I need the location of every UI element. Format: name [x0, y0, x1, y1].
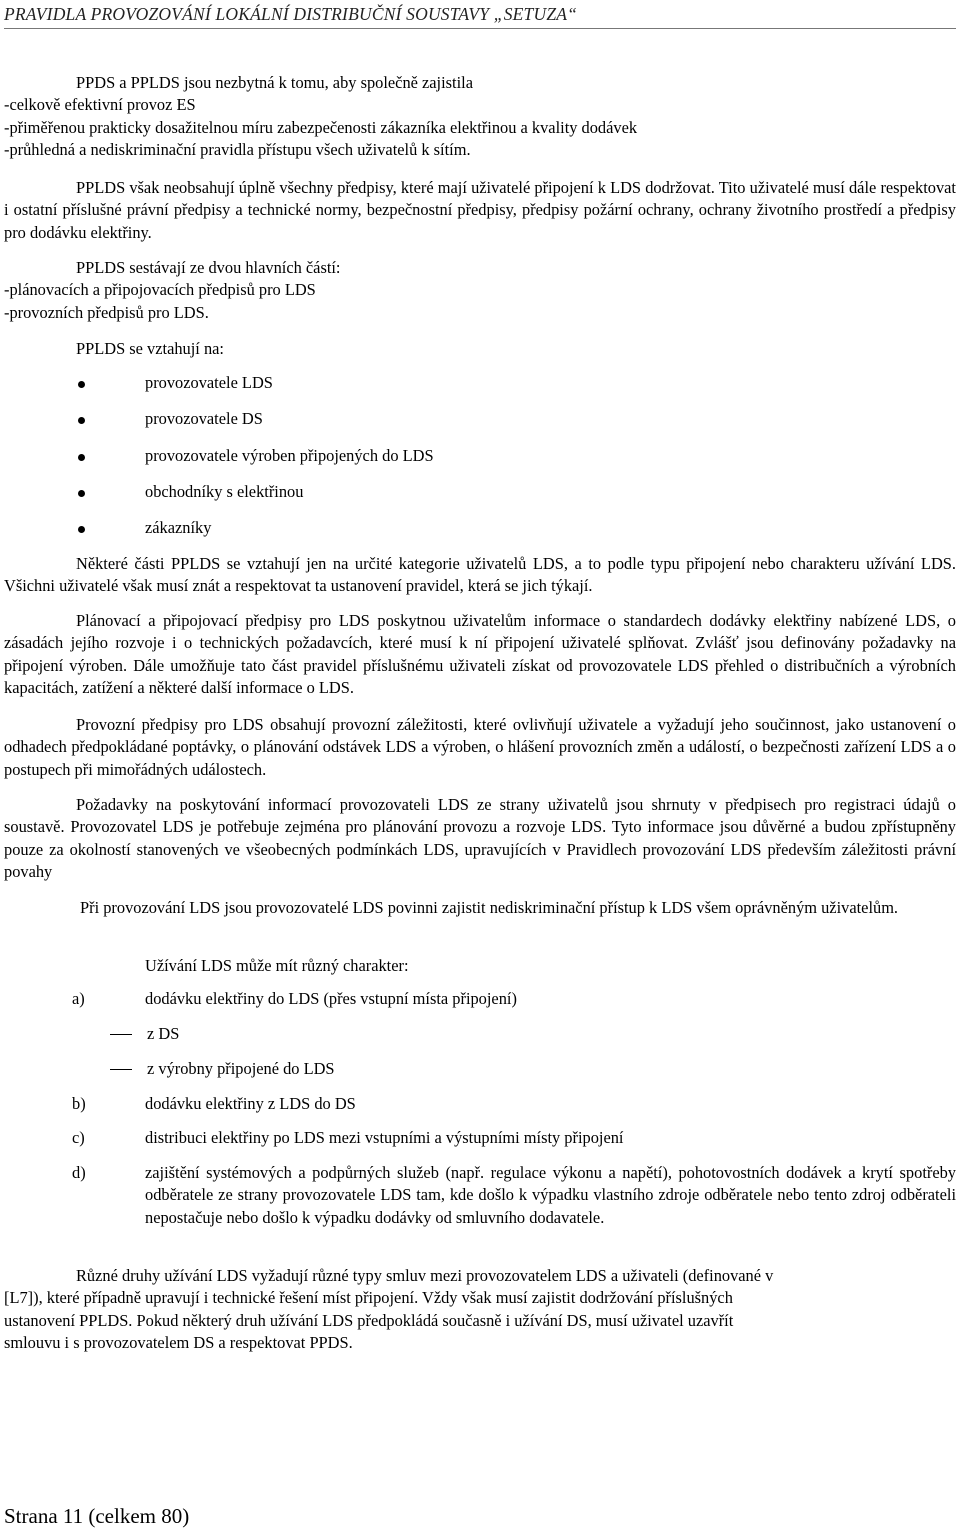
- list-item-text: provozovatele výroben připojených do LDS: [145, 446, 434, 465]
- list-item-text: obchodníky s elektřinou: [145, 482, 304, 501]
- intro-line-3: -přiměřenou prakticky dosažitelnou míru zabezpečenosti zákazníka elektřinou a kvality dodávek: [4, 117, 638, 137]
- planning-paragraph-text: Plánovací a připojovací předpisy pro LDS poskytnou uživatelům informace o standardech dodávky elektřiny nabízené LDS, o zásadách jejího rozvoje i o technických požadavcích, které musí k ní připojení uživatelé splňovat. Zvlášť jsou definovány požadavky na připojení výroben. Dále umožňuje tato část pravidel příslušnému uživateli získat od provozovatele LDS přehled o distribučních a výrobních kapacitách, zatížení a některé další informace o LDS.: [4, 611, 956, 698]
- header-divider: [4, 28, 956, 29]
- requirements-paragraph: [4, 794, 956, 884]
- list-item: [0, 517, 960, 541]
- closing-line-3: ustanovení PPLDS. Pokud některý druh užívání LDS předpokládá současně i užívání DS, musí uživatel uzavřít: [4, 1310, 734, 1330]
- intro-line-1: PPDS a PPLDS jsou nezbytná k tomu, aby společně zajistila: [76, 73, 473, 92]
- usage-subitem: [0, 1023, 960, 1047]
- usage-item-text: distribuci elektřiny po LDS mezi vstupními a výstupními místy připojení: [145, 1128, 624, 1147]
- scope-paragraph: [4, 177, 956, 244]
- operating-paragraph-text: Provozní předpisy pro LDS obsahují provozní záležitosti, které ovlivňují uživatele a vyžadují jeho součinnost, jako ustanovení o odhadech předpokládané poptávky, o plánování odstávek LDS a výroben, o hlášení provozních změn a událostí, o bezpečnosti zařízení LDS a o postupech při mimořádných událostech.: [4, 715, 956, 779]
- closing-line-1: Různé druhy užívání LDS vyžadují různé typy smluv mezi provozovatelem LDS a uživateli (definované v: [76, 1266, 774, 1285]
- intro-line-2: -celkově efektivní provoz ES: [4, 95, 196, 115]
- list-item: [0, 372, 960, 396]
- intro-block: [4, 72, 956, 162]
- usage-item-marker: d): [72, 1163, 86, 1182]
- usage-subitem-text: z DS: [147, 1024, 180, 1043]
- list-item-text: provozovatele DS: [145, 409, 263, 428]
- usage-item-text: zajištění systémových a podpůrných služeb (např. regulace výkonu a napětí), pohotovostních dodávek a krytí spotřeby odběratele ze strany provozovatele LDS tam, kde došlo k výpadku vlastního zdroje odběratele nebo tento zdroj odběrateli nepostačuje nebo došlo k výpadku dodávky od smluvního dodavatele.: [145, 1163, 956, 1227]
- requirements-paragraph-text: Požadavky na poskytování informací provozovateli LDS ze strany uživatelů jsou shrnuty v předpisech pro registraci údajů o soustavě. Provozovatel LDS je potřebuje zejména pro plánování provozu a rozvoje LDS. Tyto informace jsou důvěrné a budou zpřístupněny pouze za okolností stanovených ve všeobecných podmínkách LDS, upravujících v Pravidlech provozování LDS především záležitosti právní povahy: [4, 795, 956, 882]
- operating-paragraph: [4, 714, 956, 781]
- parts-line-2: -plánovacích a připojovacích předpisů pro LDS: [4, 280, 316, 300]
- closing-paragraph: [4, 1265, 956, 1355]
- usage-item-marker: c): [72, 1128, 85, 1147]
- bullet-icon: [78, 454, 85, 461]
- list-item-text: zákazníky: [145, 518, 212, 537]
- dash-icon: [110, 1034, 132, 1035]
- planning-paragraph: [4, 610, 956, 700]
- categories-paragraph-text: Některé části PPLDS se vztahují jen na určité kategorie uživatelů LDS, a to podle typu připojení nebo charakteru užívání LDS. Všichni uživatelé však musí znát a respektovat ta ustanovení pravidel, která se jich týkají.: [4, 554, 956, 596]
- dash-icon: [110, 1069, 132, 1070]
- list-item: [0, 445, 960, 469]
- scope-paragraph-text: PPLDS však neobsahují úplně všechny předpisy, které mají uživatelé připojení k LDS dodržovat. Tito uživatelé musí dále respektovat i ostatní příslušné právní předpisy a technické normy, bezpečnostní předpisy, předpisy požární ochrany, ochrany životního prostředí a předpisy pro dodávku elektřiny.: [4, 178, 956, 242]
- applies-heading: PPLDS se vztahují na:: [76, 339, 224, 358]
- list-item-text: provozovatele LDS: [145, 373, 273, 392]
- closing-line-2: [L7]), které případně upravují i technické řešení míst připojení. Vždy však musí zajistit dodržování příslušných: [4, 1288, 733, 1308]
- bullet-icon: [78, 526, 85, 533]
- list-item: [0, 408, 960, 432]
- parts-block: [4, 257, 956, 324]
- usage-item-marker: a): [72, 989, 85, 1008]
- bullet-icon: [78, 381, 85, 388]
- intro-line-4: -průhledná a nediskriminační pravidla přístupu všech uživatelů k sítím.: [4, 140, 471, 160]
- parts-line-3: -provozních předpisů pro LDS.: [4, 302, 209, 322]
- usage-subitem-text: z výrobny připojené do LDS: [147, 1059, 335, 1078]
- bullet-icon: [78, 417, 85, 424]
- usage-item-text: dodávku elektřiny z LDS do DS: [145, 1094, 356, 1113]
- usage-item-marker: b): [72, 1094, 86, 1113]
- nondiscrimination-paragraph: [4, 897, 956, 919]
- usage-subitem: [0, 1058, 960, 1082]
- bullet-icon: [78, 490, 85, 497]
- closing-line-4: smlouvu i s provozovatelem DS a respektovat PPDS.: [4, 1333, 353, 1353]
- nondiscrimination-paragraph-text: Při provozování LDS jsou provozovatelé LDS povinni zajistit nediskriminační přístup k LDS všem oprávněným uživatelům.: [80, 898, 899, 917]
- usage-item-text: dodávku elektřiny do LDS (přes vstupní místa připojení): [145, 989, 517, 1008]
- page-number: Strana 11 (celkem 80): [4, 1504, 190, 1528]
- list-item: [0, 481, 960, 505]
- running-header: PRAVIDLA PROVOZOVÁNÍ LOKÁLNÍ DISTRIBUČNÍ SOUSTAVY „SETUZA“: [4, 4, 578, 24]
- parts-line-1: PPLDS sestávají ze dvou hlavních částí:: [76, 258, 341, 277]
- usage-heading: Užívání LDS může mít různý charakter:: [145, 956, 409, 975]
- categories-paragraph: [4, 553, 956, 598]
